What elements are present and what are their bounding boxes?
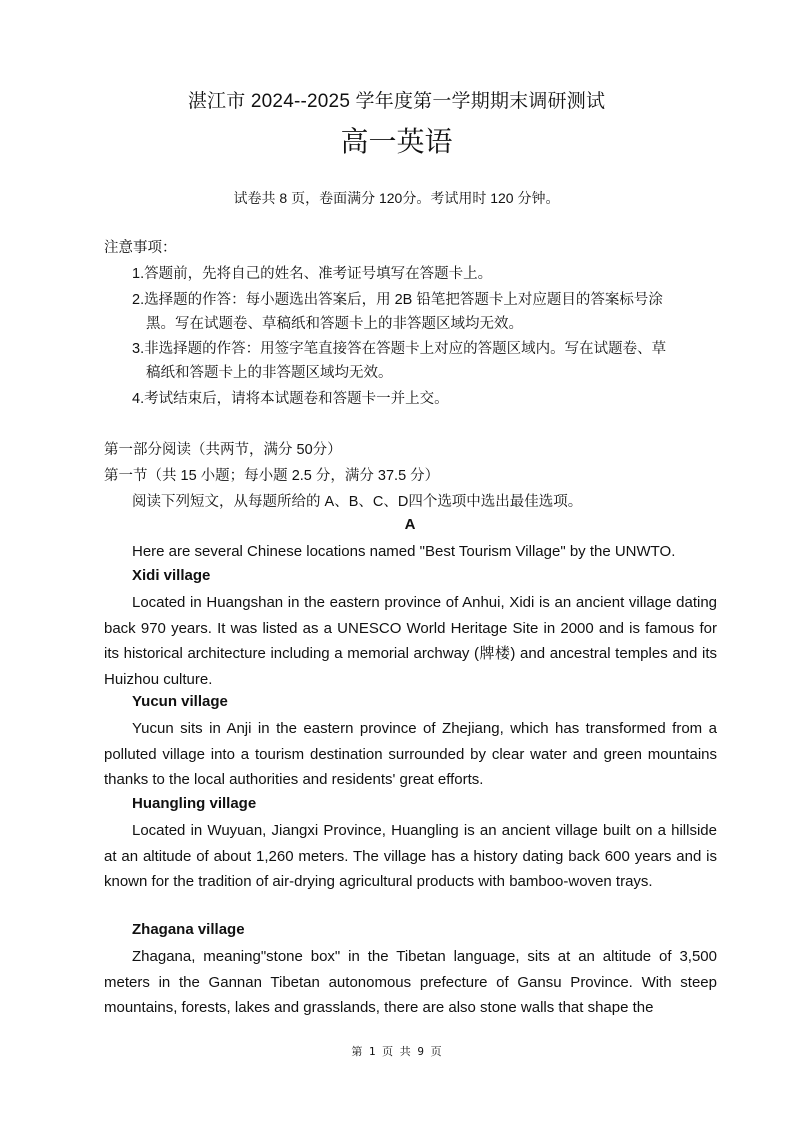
village-heading-zhagana: Zhagana village — [132, 921, 245, 938]
section-instruction: 阅读下列短文，从每题所给的 A、B、C、D四个选项中选出最佳选项。 — [132, 494, 583, 510]
passage-label: A — [404, 516, 416, 533]
notice-item-3: 3.非选择题的作答：用签字笔直接答在答题卡上对应的答题区域内。写在试题卷、草 — [132, 341, 667, 357]
village-heading-huangling: Huangling village — [132, 795, 257, 812]
village-text-xidi: Located in Huangshan in the eastern province of Anhui, Xidi is an ancient village dating back 970 years. It was listed as a UNESCO World Heritage Site in 2000 and is famous for its historical architecture including a memorial archway (牌楼) and ancestral temples and its Huizhou culture. — [104, 594, 717, 688]
notice-item-1: 1.答题前，先将自己的姓名、准考证号填写在答题卡上。 — [132, 266, 493, 282]
notice-item-2-cont: 黑。写在试题卷、草稿纸和答题卡上的非答题区域均无效。 — [146, 316, 523, 332]
village-text-zhagana: Zhagana, meaning"stone box" in the Tibetan language, sits at an altitude of 3,500 meters in the Gannan Tibetan autonomous prefecture of Gansu Province. With steep mountains, forests, lakes and grasslands, there are also stone walls that shape the — [104, 948, 717, 1016]
village-text-huangling: Located in Wuyuan, Jiangxi Province, Huangling is an ancient village built on a hillside at an altitude of about 1,260 meters. The village has a history dating back 600 years and is known for the tradition of air-drying agricultural products with bamboo-woven trays. — [104, 822, 717, 890]
notice-item-4: 4.考试结束后，请将本试题卷和答题卡一并上交。 — [132, 391, 449, 407]
part-heading: 第一部分阅读（共两节，满分 50分） — [104, 442, 342, 458]
village-heading-xidi: Xidi village — [132, 567, 211, 584]
notice-heading: 注意事项： — [104, 240, 177, 256]
section-heading: 第一节（共 15 小题；每小题 2.5 分，满分 37.5 分） — [104, 468, 440, 484]
exam-title: 湛江市 2024--2025 学年度第一学期期末调研测试 — [187, 91, 606, 112]
notice-item-3-cont: 稿纸和答题卡上的非答题区域均无效。 — [146, 365, 393, 381]
exam-info: 试卷共 8 页，卷面满分 120分。考试用时 120 分钟。 — [233, 190, 560, 206]
page-number: 第 1 页 共 9 页 — [351, 1045, 442, 1058]
notice-item-2: 2.选择题的作答：每小题选出答案后，用 2B 铅笔把答题卡上对应题目的答案标号涂 — [132, 292, 663, 308]
village-text-yucun: Yucun sits in Anji in the eastern province of Zhejiang, which has transformed from a polluted village into a tourism destination surrounded by clear water and green mountains thanks to the local authorities and residents' great efforts. — [104, 720, 717, 788]
subject-title: 高一英语 — [340, 125, 453, 158]
passage-intro: Here are several Chinese locations named "Best Tourism Village" by the UNWTO. — [132, 543, 676, 560]
village-heading-yucun: Yucun village — [132, 693, 228, 710]
